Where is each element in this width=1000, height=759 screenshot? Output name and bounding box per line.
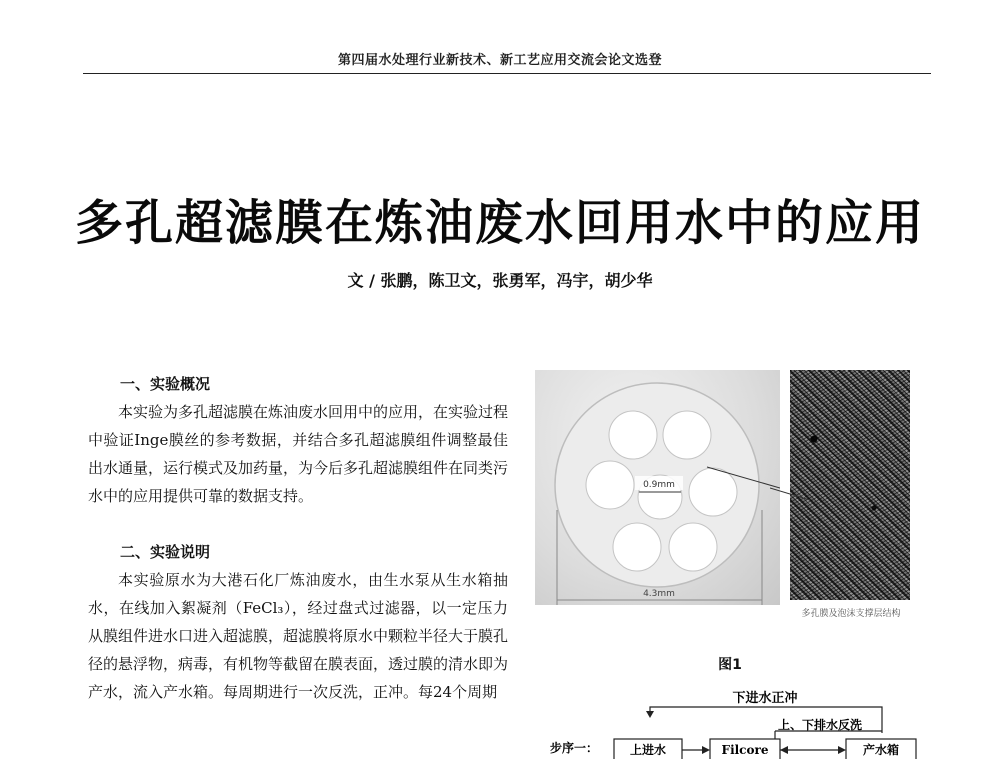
pointer-line-extension xyxy=(770,475,810,505)
header-rule xyxy=(83,73,931,74)
module-label: Filcore xyxy=(721,743,769,757)
section-heading: 二、实验说明 xyxy=(120,543,211,561)
membrane-drawing xyxy=(535,370,780,605)
inner-dimension-label: 0.9mm xyxy=(643,480,675,490)
section-heading: 一、实验概况 xyxy=(120,375,211,393)
section-body: 本实验原水为大港石化厂炼油废水，由生水泵从生水箱抽水，在线加入絮凝剂（FeCl₃），经过盘式过滤器，以一定压力从膜组件进水口进入超滤膜，超滤膜将原水中颗粒半径大于膜孔径的悬浮物，病毒，有机物等截留在膜表面，透过膜的清水即为产水，流入产水箱。每周期进行一次反洗，正冲。每24个周期 xyxy=(88,571,509,701)
outer-dimension-label: 4.3mm xyxy=(643,589,675,599)
diagram-subtitle: 上、下排水反洗 xyxy=(777,718,863,732)
step-label: 步序一： xyxy=(550,741,599,755)
left-column xyxy=(88,370,508,706)
membrane-cross-section-photo xyxy=(535,370,780,605)
fiber-channel xyxy=(663,411,711,459)
micrograph-caption: 多孔膜及泡沫支撑层结构 xyxy=(801,609,901,619)
process-flow-diagram xyxy=(530,685,940,759)
diagram-title: 下进水正冲 xyxy=(732,691,798,706)
fiber-channel xyxy=(689,468,737,516)
fiber-channel xyxy=(609,411,657,459)
figure-label: 图1 xyxy=(718,657,742,673)
fiber-channel xyxy=(613,523,661,571)
fiber-channel xyxy=(586,461,634,509)
product-label: 产水箱 xyxy=(862,743,900,757)
inlet-label: 上进水 xyxy=(629,743,667,757)
section-body: 本实验为多孔超滤膜在炼油废水回用中的应用，在实验过程中验证Inge膜丝的参考数据，并结合多孔超滤膜组件调整最佳出水通量，运行模式及加药量，为今后多孔超滤膜组件在同类污水中的应用提供可靠的数据支持。 xyxy=(88,403,509,505)
running-header: 第四届水处理行业新技术、新工艺应用交流会论文选登 xyxy=(337,53,662,68)
fiber-channel xyxy=(669,523,717,571)
article-authors: 文 / 张鹏，陈卫文，张勇军，冯宇，胡少华 xyxy=(347,271,653,290)
article-title: 多孔超滤膜在炼油废水回用水中的应用 xyxy=(74,195,925,251)
